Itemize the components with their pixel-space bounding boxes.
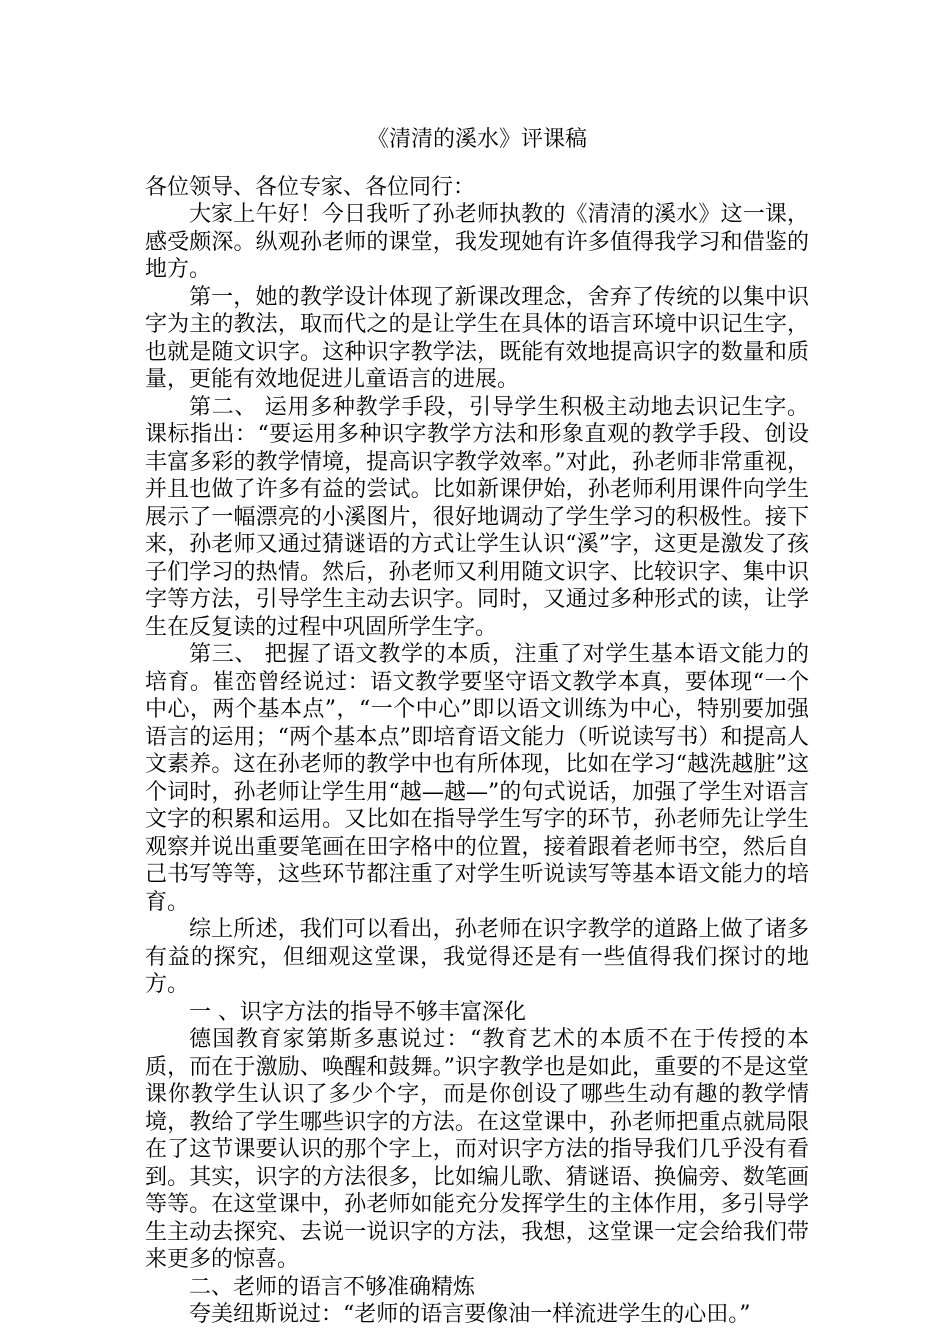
paragraph-section-1: 德国教育家第斯多惠说过：“教育艺术的本质不在于传授的本质，而在于激励、唤醒和鼓舞。”识字教学也是如此，重要的不是这堂课你教学生认识了多少个字，而是你创设了哪些生动有趣的教学情境，教给了学生哪些识字的方法。在这堂课中，孙老师把重点就局限在了这节课要认识的那个字上，而对识字方法的指导我们几乎没有看到。其实，识字的方法很多，比如编儿歌、猜谜语、换偏旁、数笔画等等。在这堂课中，孙老师如能充分发挥学生的主体作用，多引导学生主动去探究、去说一说识字的方法，我想，这堂课一定会给我们带来更多的惊喜。 — [145, 1027, 809, 1272]
paragraph-first-point: 第一，她的教学设计体现了新课改理念，舍弃了传统的以集中识字为主的教法，取而代之的是让学生在具体的语言环境中识记生字，也就是随文识字。这种识字教学法，既能有效地提高识字的数量和质量，更能有效地促进儿童语言的进展。 — [145, 284, 809, 392]
salutation: 各位领导、各位专家、各位同行： — [145, 174, 476, 200]
document-title: 《清清的溪水》评课稿 — [366, 127, 587, 152]
paragraph-summary: 综上所述，我们可以看出，孙老师在识字教学的道路上做了诸多有益的探究，但细观这堂课，我觉得还是有一些值得我们探讨的地方。 — [145, 917, 809, 997]
paragraph-second-point: 第二、 运用多种教学手段，引导学生积极主动地去识记生字。课标指出：“要运用多种识字教学方法和形象直观的教学手段、创设丰富多彩的教学情境，提高识字教学效率。”对此，孙老师非常重视，并且也做了许多有益的尝试。比如新课伊始，孙老师利用课件向学生展示了一幅漂亮的小溪图片，很好地调动了学生学习的积极性。接下来，孙老师又通过猜谜语的方式让学生认识“溪”字，这更是激发了孩子们学习的热情。然后，孙老师又利用随文识字、比较识字、集中识字等方法，引导学生主动去识字。同时，又通过多种形式的读，让学生在反复读的过程中巩固所学生字。 — [145, 394, 809, 640]
paragraph-section-2: 夸美纽斯说过：“老师的语言要像油一样流进学生的心田。” — [189, 1302, 751, 1327]
section-heading-1: 一 、识字方法的指导不够丰富深化 — [189, 999, 526, 1025]
paragraph-greeting: 大家上午好！今日我听了孙老师执教的《清清的溪水》这一课，感受颇深。纵观孙老师的课堂，我发现她有许多值得我学习和借鉴的地方。 — [145, 202, 809, 282]
document-page — [145, 0, 809, 1329]
paragraph-third-point: 第三、 把握了语文教学的本质，注重了对学生基本语文能力的培育。崔峦曾经说过：语文教学要坚守语文教学本真，要体现“一个中心，两个基本点”，“一个中心”即以语文训练为中心，特别要加强语言的运用；“两个基本点”即培育语文能力（听说读写书）和提高人文素养。这在孙老师的教学中也有所体现，比如在学习“越洗越脏”这个词时，孙老师让学生用“越—越—”的句式说话，加强了学生对语言文字的积累和运用。又比如在指导学生写字的环节，孙老师先让学生观察并说出重要笔画在田字格中的位置，接着跟着老师书空，然后自己书写等等，这些环节都注重了对学生听说读写等基本语文能力的培育。 — [145, 642, 809, 915]
section-heading-2: 二、老师的语言不够准确精炼 — [189, 1274, 476, 1300]
